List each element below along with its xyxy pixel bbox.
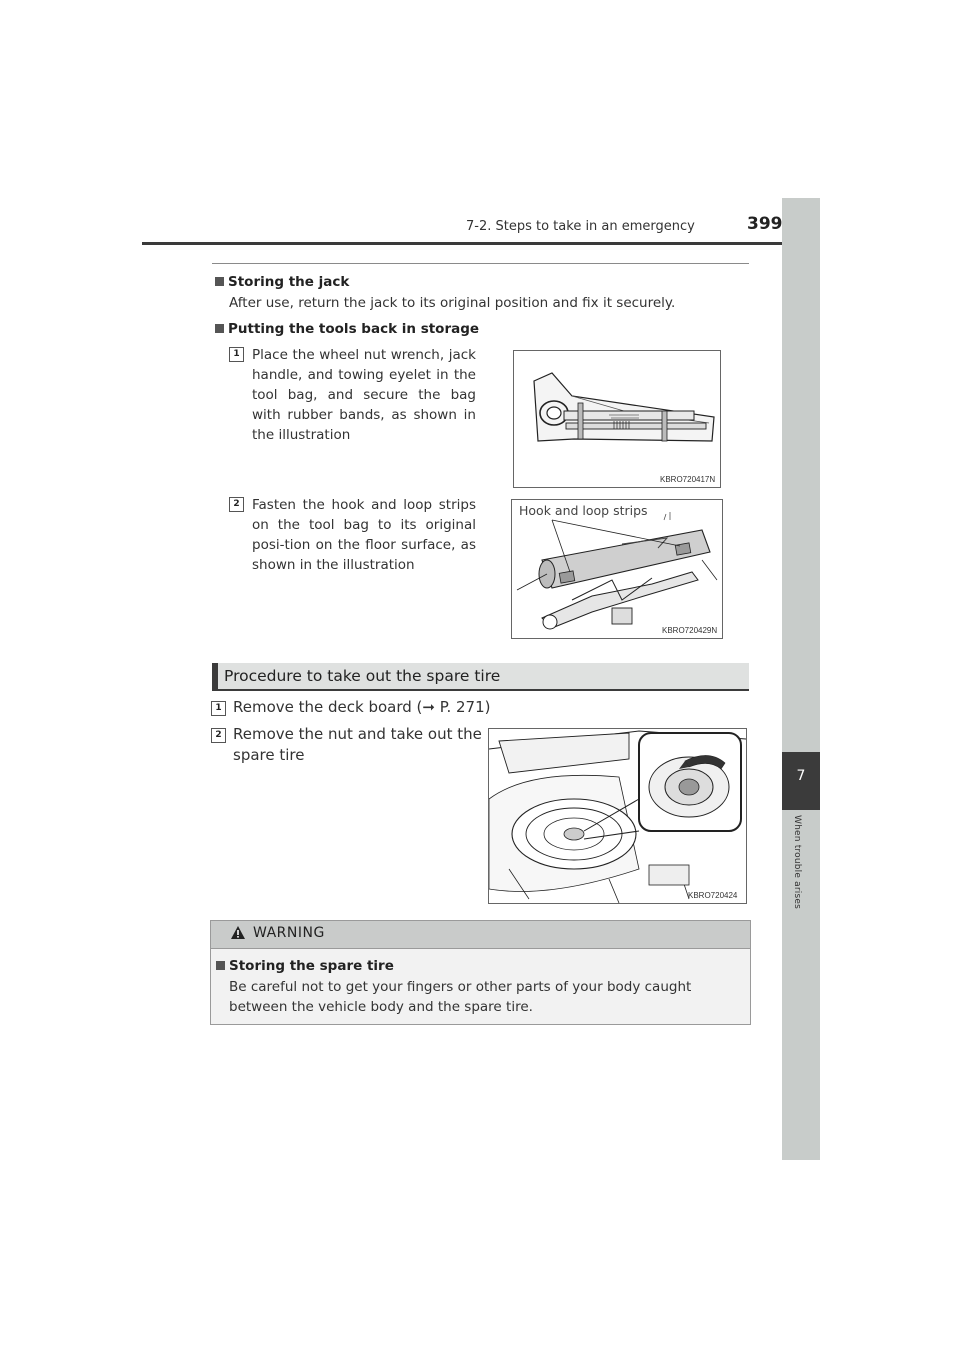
tools-storage-heading-text: Putting the tools back in storage xyxy=(228,321,480,337)
tool-bag-illustration xyxy=(513,350,721,488)
header-rule xyxy=(142,242,820,245)
section-title: Procedure to take out the spare tire xyxy=(224,667,501,685)
step-number-badge: 1 xyxy=(211,701,226,716)
section-heading-accent xyxy=(212,663,218,690)
spare-step-1-text xyxy=(233,698,491,716)
page-number: 399 xyxy=(747,214,783,234)
content-top-rule xyxy=(212,263,749,264)
jack-tool-bag-illustration xyxy=(511,499,723,639)
square-bullet-icon xyxy=(215,277,224,286)
arrow-right-icon: ➞ xyxy=(422,698,435,716)
hook-loop-callout: Hook and loop strips xyxy=(519,503,648,518)
chapter-number: 7 xyxy=(796,768,806,784)
running-header-section: 7-2. Steps to take in an emergency xyxy=(466,219,695,234)
square-bullet-icon xyxy=(215,324,224,333)
step-number-badge: 1 xyxy=(229,347,244,362)
spare-tire-illustration xyxy=(488,728,747,904)
figure-code: KBRO720417N xyxy=(660,475,716,484)
jack-bag-drawing xyxy=(512,500,722,638)
warning-text: Be careful not to get your fingers or other parts of your body caught between the vehicle body and the spare tire. xyxy=(229,979,692,1015)
warning-subheading xyxy=(216,958,394,974)
spare-step-2-text: Remove the nut and take out the spare tire xyxy=(233,725,482,764)
figure-code: KBRO720429N xyxy=(662,626,718,635)
warning-triangle-icon xyxy=(230,925,246,944)
spare-step-1-main: Remove the deck board ( xyxy=(233,698,423,716)
storing-jack-heading-text: Storing the jack xyxy=(228,274,350,290)
storing-jack-heading xyxy=(215,274,349,290)
storing-jack-text: After use, return the jack to its original position and fix it securely. xyxy=(229,295,676,311)
page-reference-link[interactable]: P. 271) xyxy=(435,698,491,716)
tool-bag-drawing xyxy=(514,351,720,487)
step-number-badge: 2 xyxy=(211,728,226,743)
spare-tire-drawing xyxy=(489,729,746,903)
figure-code: KBRO720424 xyxy=(688,891,738,900)
step-number-badge: 2 xyxy=(229,497,244,512)
section-heading-rule xyxy=(212,689,749,691)
square-bullet-icon xyxy=(216,961,225,970)
warning-label: WARNING xyxy=(253,925,325,941)
tools-step-2-text: Fasten the hook and loop strips on the tool bag to its original posi-tion on the floor surface, as shown in the illustration xyxy=(252,497,476,573)
warning-subheading-text: Storing the spare tire xyxy=(229,958,394,974)
chapter-label: When trouble arises xyxy=(792,815,802,909)
chapter-side-tab xyxy=(782,198,820,1160)
tools-step-1-text: Place the wheel nut wrench, jack handle, and towing eyelet in the tool bag, and secure the bag with rubber bands, as shown in the illustration xyxy=(252,347,476,443)
tools-storage-heading xyxy=(215,321,479,337)
